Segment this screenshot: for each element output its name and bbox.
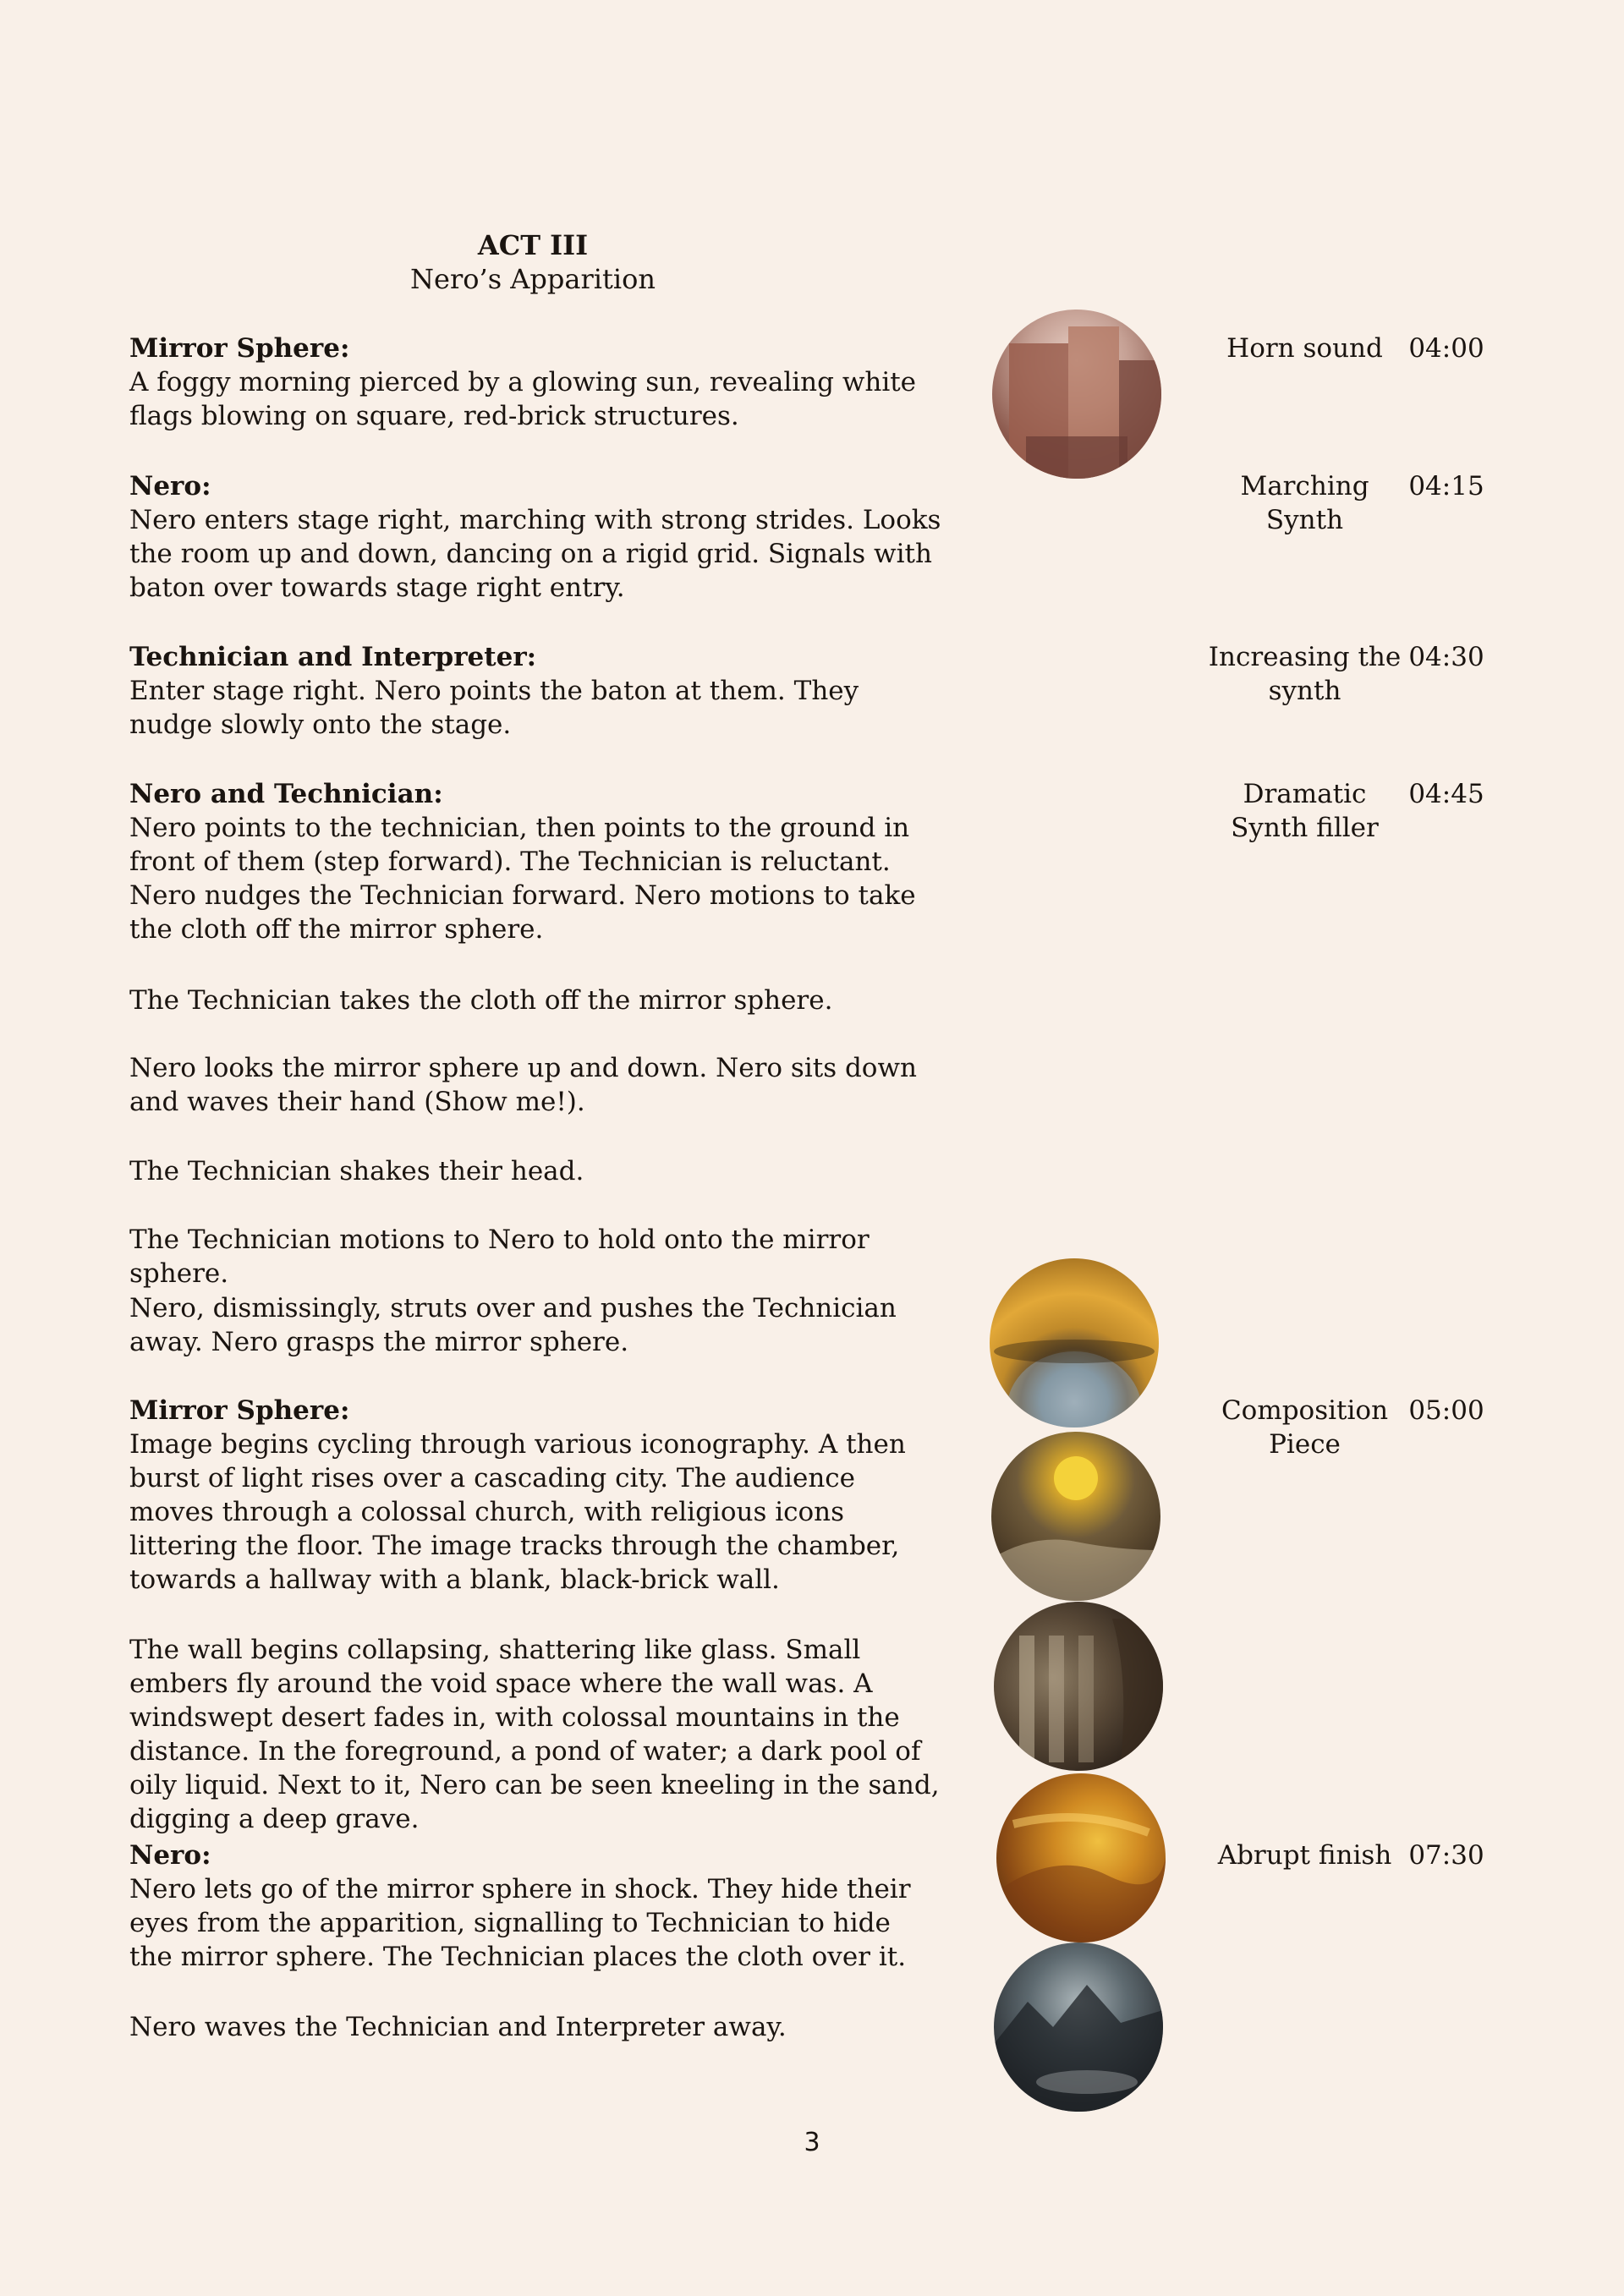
audio-cue-label: Abrupt finish <box>1217 1840 1392 1871</box>
speaker-label: Nero: <box>129 471 211 501</box>
audio-cue-label: Marching Synth <box>1240 471 1369 535</box>
stage-direction: Nero points to the technician, then points to the ground in front of them (step forward). The Technician is reluctant. Nero nudges the Technician forward. Nero motions to take the cloth off the mirror sphere. <box>129 813 916 945</box>
page-number: 3 <box>804 2128 820 2157</box>
script-block <box>129 332 941 433</box>
stage-direction: Nero looks the mirror sphere up and down. Nero sits down and waves their hand (Show me!). <box>129 1053 917 1117</box>
script-block <box>129 469 941 605</box>
stage-direction: The Technician takes the cloth off the mirror sphere. <box>129 985 833 1016</box>
audio-cue-label: Dramatic Synth filler <box>1231 779 1379 843</box>
stage-direction: Enter stage right. Nero points the baton at them. They nudge slowly onto the stage. <box>129 676 859 740</box>
audio-cue-time: 04:45 <box>1408 779 1484 809</box>
script-block <box>129 2010 941 2044</box>
audio-cue-label: Increasing the synth <box>1208 642 1402 706</box>
audio-cue-time: 07:30 <box>1408 1840 1484 1871</box>
stage-direction: Nero waves the Technician and Interpreter away. <box>129 2012 787 2042</box>
stage-direction: Image begins cycling through various iconography. A then burst of light rises over a cascading city. The audience moves through a colossal church, with religious icons littering the floor. The image tracks through the chamber, towards a hallway with a blank, black-brick wall. <box>129 1429 906 1595</box>
audio-cue-time: 04:30 <box>1408 642 1484 672</box>
script-block <box>129 1223 941 1290</box>
audio-cue-time: 05:00 <box>1408 1395 1484 1426</box>
speaker-label: Nero and Technician: <box>129 779 443 809</box>
speaker-label: Mirror Sphere: <box>129 1395 350 1426</box>
audio-cue-time: 04:15 <box>1408 471 1484 501</box>
script-block <box>129 640 941 742</box>
dark-mountains-image <box>994 1943 1163 2112</box>
audio-cue-label: Composition Piece <box>1221 1395 1389 1460</box>
audio-cue-time: 04:00 <box>1408 333 1484 364</box>
golden-orb-image <box>990 1258 1159 1427</box>
speaker-label: Technician and Interpreter: <box>129 642 537 672</box>
act-heading <box>127 228 939 296</box>
script-block <box>129 1838 941 1974</box>
stage-direction: Nero enters stage right, marching with strong strides. Looks the room up and down, dancing on a rigid grid. Signals with baton over towards stage right entry. <box>129 505 941 603</box>
script-block <box>129 1633 941 1836</box>
audio-cue-label: Horn sound <box>1226 333 1383 364</box>
script-block <box>129 1051 941 1119</box>
script-block <box>129 777 941 946</box>
act-title: ACT III <box>477 229 589 261</box>
red-brick-structures-image <box>992 310 1161 479</box>
script-block <box>129 1291 941 1359</box>
speaker-label: Mirror Sphere: <box>129 333 350 364</box>
stage-direction: The Technician shakes their head. <box>129 1156 584 1186</box>
stage-direction: A foggy morning pierced by a glowing sun, revealing white flags blowing on square, red-brick structures. <box>129 367 917 431</box>
colossal-church-image <box>994 1602 1163 1771</box>
act-subtitle: Nero’s Apparition <box>410 263 656 295</box>
stage-direction: Nero lets go of the mirror sphere in shock. They hide their eyes from the apparition, signalling to Technician to hide the mirror sphere. The Technician places the cloth over it. <box>129 1874 911 1972</box>
windswept-desert-image <box>996 1773 1166 1943</box>
script-block <box>129 984 941 1017</box>
script-block <box>129 1154 941 1188</box>
speaker-label: Nero: <box>129 1840 211 1871</box>
stage-direction: The Technician motions to Nero to hold onto the mirror sphere. <box>129 1225 870 1289</box>
stage-direction: Nero, dismissingly, struts over and pushes the Technician away. Nero grasps the mirror sphere. <box>129 1293 897 1357</box>
stage-direction: The wall begins collapsing, shattering like glass. Small embers fly around the void space where the wall was. A windswept desert fades in, with colossal mountains in the distance. In the foreground, a pond of water; a dark pool of oily liquid. Next to it, Nero can be seen kneeling in the sand, digging a deep grave. <box>129 1635 940 1834</box>
script-block <box>129 1394 941 1597</box>
burst-of-light-city-image <box>991 1432 1160 1601</box>
